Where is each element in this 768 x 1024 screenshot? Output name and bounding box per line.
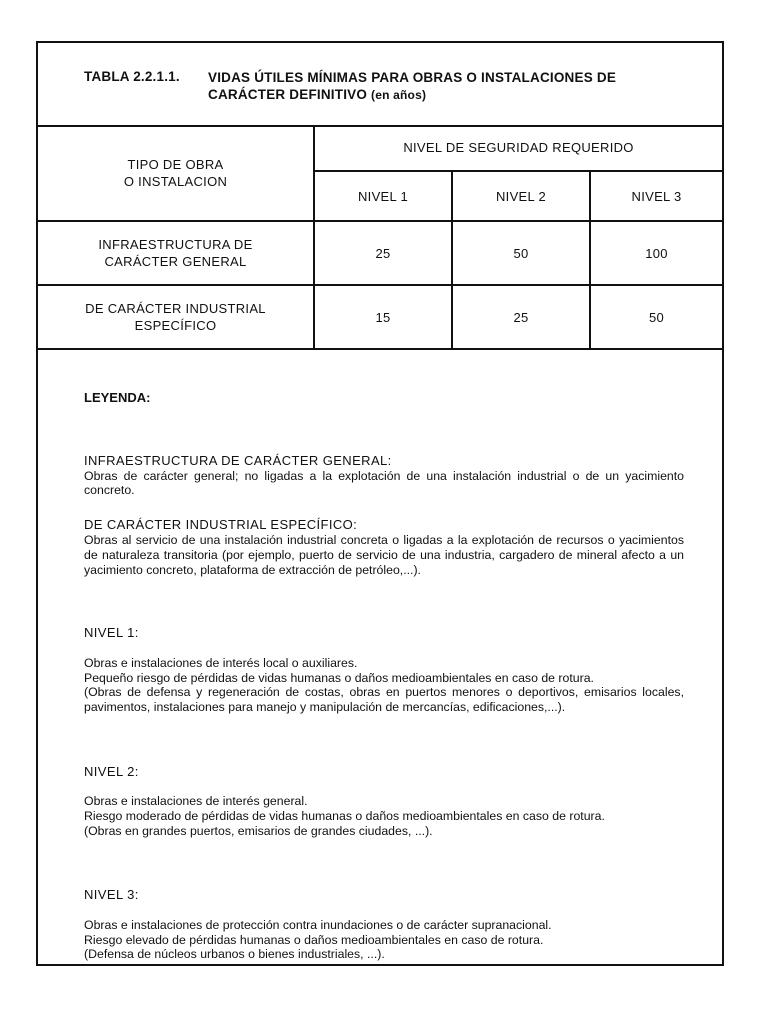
cell-value: 50 <box>590 285 722 349</box>
row-type-general: INFRAESTRUCTURA DE CARÁCTER GENERAL <box>38 221 314 285</box>
document-frame <box>36 41 724 966</box>
legend-entry-text: Obras al servicio de una instalación industrial concreta o ligadas a la explotación de recursos o yacimientos de naturaleza transitoria (por ejemplo, puerto de servicio de una industria, cargadero de mineral afecto a un yacimiento concreto, plataforma de extracción de petróleo,...). <box>84 532 684 577</box>
legend-entry-text: Obras e instalaciones de protección contra inundaciones o de carácter supranacional. Riesgo elevado de pérdidas humanas o daños medioambientales en caso de rotura. (Defensa de núcleos urbanos o bienes industriales, ...). <box>84 917 552 962</box>
legend-entry-level-3 <box>84 873 684 977</box>
legend-entry-heading: DE CARÁCTER INDUSTRIAL ESPECÍFICO: <box>84 517 358 533</box>
table-row <box>38 221 722 285</box>
legend <box>84 391 684 997</box>
legend-entry-general <box>84 454 684 498</box>
cell-value: 25 <box>452 285 590 349</box>
cell-value: 50 <box>452 221 590 285</box>
table-title-suffix: (en años) <box>371 88 427 102</box>
cell-value: 100 <box>590 221 722 285</box>
legend-entry-heading: NIVEL 2: <box>84 763 139 779</box>
col-header-level-1: NIVEL 1 <box>314 171 452 221</box>
col-header-level-3: NIVEL 3 <box>590 171 722 221</box>
row-type-industrial: DE CARÁCTER INDUSTRIAL ESPECÍFICO <box>38 285 314 349</box>
legend-entry-text: Obras e instalaciones de interés general. Riesgo moderado de pérdidas de vidas humanas o daños medioambientales en caso de rotura. (Obras en grandes puertos, emisarios de grandes ciudades, ...). <box>84 794 605 838</box>
table-title-text: VIDAS ÚTILES MÍNIMAS PARA OBRAS O INSTALACIONES DE CARÁCTER DEFINITIVO <box>208 70 617 102</box>
legend-entry-heading: NIVEL 3: <box>84 887 139 903</box>
legend-entry-heading: INFRAESTRUCTURA DE CARÁCTER GENERAL: <box>84 452 392 468</box>
table-row <box>38 285 722 349</box>
table-title <box>208 69 678 104</box>
cell-value: 15 <box>314 285 452 349</box>
col-header-safety-level: NIVEL DE SEGURIDAD REQUERIDO <box>314 125 722 171</box>
legend-entry-heading: NIVEL 1: <box>84 625 139 641</box>
legend-entry-text: Obras e instalaciones de interés local o auxiliares. Pequeño riesgo de pérdidas de vidas humanas o daños medioambientales en caso de rotura. (Obras de defensa y regeneración de costas, obras en puertos menores o deportivos, emisarios locales, pavimentos, instalaciones para manejo y manipulación de mercancías, edificaciones,...). <box>84 655 684 715</box>
legend-entry-industrial <box>84 518 684 577</box>
legend-entry-level-2 <box>84 750 684 854</box>
table-number: TABLA 2.2.1.1. <box>84 69 180 84</box>
service-life-table <box>38 125 722 350</box>
legend-title: LEYENDA: <box>84 390 151 405</box>
col-header-level-2: NIVEL 2 <box>452 171 590 221</box>
legend-entry-text: Obras de carácter general; no ligadas a la explotación de una instalación industrial o de un yacimiento concreto. <box>84 468 684 498</box>
legend-entry-level-1 <box>84 611 684 729</box>
col-header-type: TIPO DE OBRA O INSTALACION <box>38 125 314 221</box>
cell-value: 25 <box>314 221 452 285</box>
title-row <box>38 43 722 127</box>
